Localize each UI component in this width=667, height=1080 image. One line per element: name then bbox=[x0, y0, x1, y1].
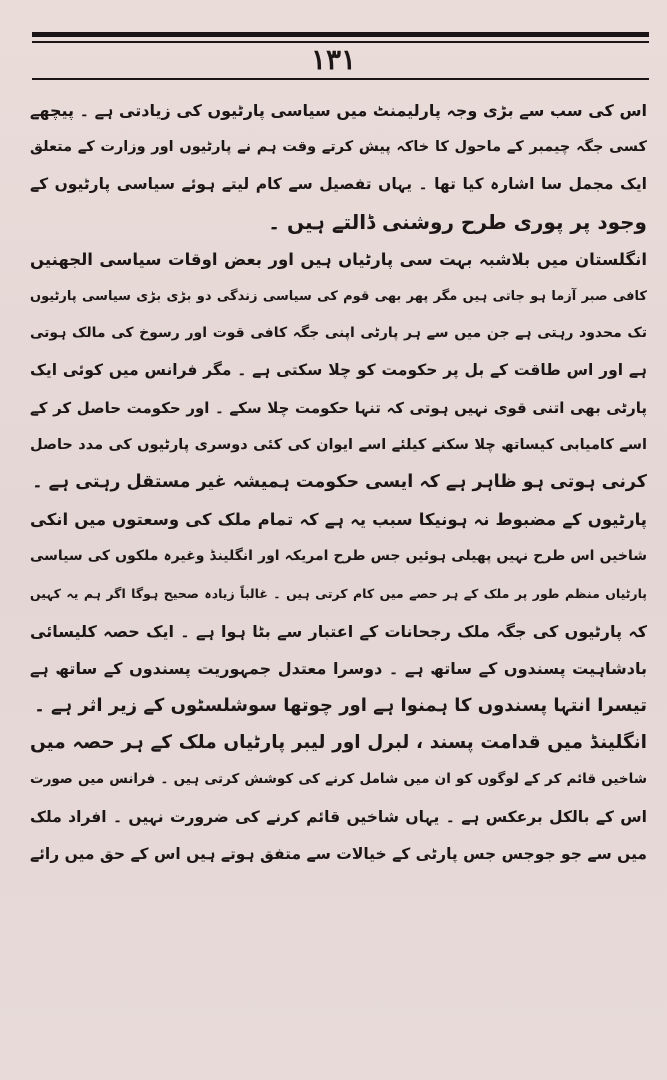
text-line: پارٹیاں منظم طور پر ملک کے ہر حصے میں کام کرتی ہیں ۔ غالباً زیادہ صحیح ہوگا اگر ہم یہ کہیں bbox=[30, 586, 647, 602]
paragraph-2 bbox=[30, 241, 647, 501]
text-line: تک محدود رہتی ہے جن میں سے ہر پارٹی اپنی جگہ کافی قوت اور رسوخ کی مالک ہوتی bbox=[30, 325, 647, 342]
text-line: اسے کامیابی کیساتھ چلا سکنے کیلئے اسے ایوان کی کئی دوسری پارٹیوں کی مدد حاصل bbox=[30, 436, 647, 453]
text-line: اس کی سب سے بڑی وجہ پارلیمنٹ میں سیاسی پارٹیوں کی زیادتی ہے ۔ پیچھے bbox=[30, 101, 647, 120]
text-line: شاخیں قائم کر کے لوگوں کو ان میں شامل کرنے کی کوشش کرتی ہیں ۔ فرانس میں صورت bbox=[30, 771, 647, 788]
header-rule-thick bbox=[32, 32, 649, 37]
text-line: اس کے بالکل برعکس ہے ۔ یہاں شاخیں قائم کرنے کی ضرورت نہیں ۔ افراد ملک bbox=[30, 807, 647, 826]
text-line: کہ پارٹیوں کی جگہ ملک رجحانات کے اعتبار سے بٹا ہوا ہے ۔ ایک حصہ کلیسائی bbox=[30, 621, 647, 641]
text-line: پارٹیوں کے مضبوط نہ ہونیکا سبب یہ ہے کہ تمام ملک کی وسعتوں میں انکی bbox=[30, 510, 647, 530]
text-line: تیسرا انتہا پسندوں کا ہمنوا ہے اور چوتھا سوشلسٹوں کے زیر اثر ہے ۔ bbox=[34, 695, 647, 716]
text-line: بادشاہیت پسندوں کے ساتھ ہے ۔ دوسرا معتدل جمہوریت پسندوں کے ساتھ ہے bbox=[30, 658, 647, 678]
text-line: ہے اور اس طاقت کے بل پر حکومت کو چلا سکتی ہے ۔ مگر فرانس میں کوئی ایک bbox=[30, 361, 647, 380]
text-line: کرنی ہوتی ہو ظاہر ہے کہ ایسی حکومت ہمیشہ غیر مستقل رہتی ہے ۔ bbox=[32, 471, 647, 492]
text-line: انگلینڈ میں قدامت پسند ، لبرل اور لیبر پارٹیاں ملک کے ہر حصہ میں bbox=[30, 732, 647, 754]
paragraph-3 bbox=[30, 501, 647, 724]
text-line: انگلستان میں بلاشبہ بہت سی پارٹیاں ہیں اور بعض اوقات سیاسی الجھنیں bbox=[30, 249, 647, 269]
paragraph-1 bbox=[30, 92, 647, 241]
page-number: ۱۳۱ bbox=[310, 43, 357, 76]
paragraph-4 bbox=[30, 724, 647, 873]
body-text bbox=[30, 92, 647, 1074]
text-line: وجود پر پوری طرح روشنی ڈالتے ہیں ۔ bbox=[268, 209, 647, 234]
text-line: کافی صبر آزما ہو جاتی ہیں مگر پھر بھی قوم کی سیاسی زندگی دو بڑی بڑی سیاسی پارٹیوں bbox=[30, 288, 647, 304]
text-line: شاخیں اس طرح نہیں پھیلی ہوئیں جس طرح امریکہ اور انگلینڈ وغیرہ ملکوں کی سیاسی bbox=[30, 548, 647, 565]
page-number-rule bbox=[32, 78, 649, 80]
text-line: پارٹی بھی اتنی قوی نہیں ہوتی کہ تنہا حکومت چلا سکے ۔ اور حکومت حاصل کر کے bbox=[30, 398, 647, 417]
text-line: ایک مجمل سا اشارہ کیا تھا ۔ یہاں تفصیل سے کام لیتے ہوئے سیاسی پارٹیوں کے bbox=[30, 175, 647, 194]
text-line: میں سے جو جوجس جس پارٹی کے خیالات سے متفق ہوتے ہیں اس کے حق میں رائے bbox=[30, 844, 647, 863]
text-line: کسی جگہ چیمبر کے ماحول کا خاکہ پیش کرتے وقت ہم نے پارٹیوں اور وزارت کے متعلق bbox=[30, 139, 647, 156]
